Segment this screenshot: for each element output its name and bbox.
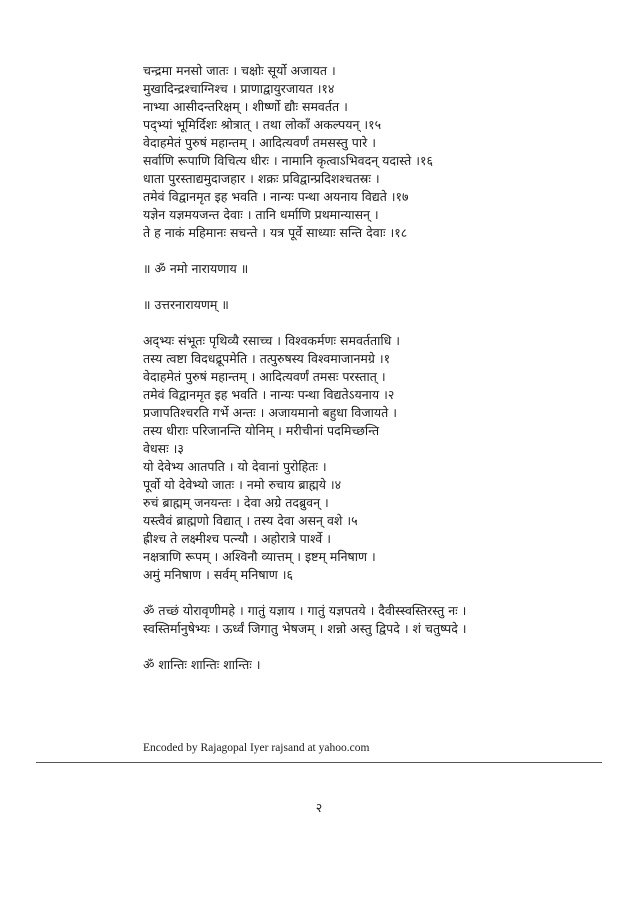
verse-block-purusha-suktam — [143, 62, 603, 242]
shanti-mantra-block — [143, 602, 603, 638]
verse-line: नक्षत्राणि रूपम् । अश्विनौ व्यात्तम् । इष्टम् मनिषाण । — [143, 549, 376, 564]
spacer — [143, 584, 603, 602]
spacer — [143, 314, 603, 332]
verse-line: अद्भ्यः संभूतः पृथिव्यै रसाच्च । विश्वकर्मणः समवर्तताधि । — [143, 333, 401, 348]
verse-line: तमेवं विद्वानमृत इह भवति । नान्यः पन्था अयनाय विद्यते ।१७ — [143, 189, 409, 204]
verse-line: रुचं ब्राह्मम् जनयन्तः । देवा अग्रे तदब्रुवन् । — [143, 495, 329, 510]
verse-line: सर्वाणि रूपाणि विचित्य धीरः । नामानि कृत्वाऽभिवदन् यदास्ते ।१६ — [143, 153, 433, 168]
spacer — [143, 278, 603, 296]
verse-line: ह्रीश्च ते लक्ष्मीश्च पत्न्यौ । अहोरात्रे पार्श्वे । — [143, 531, 331, 546]
spacer — [143, 242, 603, 260]
verse-line: चन्द्रमा मनसो जातः । चक्षोः सूर्यो अजायत । — [143, 63, 336, 78]
verse-line: तस्य धीराः परिजानन्ति योनिम् । मरीचीनां पदमिच्छन्ति — [143, 423, 380, 438]
verse-line: धाता पुरस्ताद्यमुदाजहार । शक्रः प्रविद्वान्प्रदिशश्चतस्रः । — [143, 171, 380, 186]
verse-line: नाभ्या आसीदन्तरिक्षम् । शीर्ष्णो द्यौः समवर्तत । — [143, 99, 348, 114]
verse-line: स्वस्तिर्मानुषेभ्यः । ऊर्ध्वं जिगातु भेषजम् । शन्नो अस्तु द्विपदे । शं चतुष्पदे । — [143, 621, 467, 636]
section-heading-uttaranarayanam: ॥ उत्तरनारायणम् ॥ — [143, 297, 229, 312]
verse-line: ॐ तच्छं योरावृणीमहे । गातुं यज्ञाय । गातुं यज्ञपतये । दैवीस्स्वस्तिरस्तु नः । — [143, 603, 467, 618]
verse-line: पूर्वो यो देवेभ्यो जातः । नमो रुचाय ब्राह्मये ।४ — [143, 477, 342, 492]
verse-line: मुखादिन्द्रश्चाग्निश्च । प्राणाद्वायुरजायत ।१४ — [143, 81, 335, 96]
verse-line: यस्त्वैवं ब्राह्मणो विद्यात् । तस्य देवा असन् वशे ।५ — [143, 513, 358, 528]
verse-line: अमुं मनिषाण । सर्वम् मनिषाण ।६ — [143, 567, 294, 582]
page-number: २ — [315, 800, 323, 815]
page-content — [143, 62, 603, 674]
verse-block-uttaranarayanam — [143, 332, 603, 584]
verse-line: यज्ञेन यज्ञमयजन्त देवाः । तानि धर्माणि प्रथमान्यासन् । — [143, 207, 379, 222]
verse-line: तमेवं विद्वानमृत इह भवति । नान्यः पन्था विद्यतेऽयनाय ।२ — [143, 387, 395, 402]
verse-line: ते ह नाकं महिमानः सचन्ते । यत्र पूर्वे साध्याः सन्ति देवाः ।१८ — [143, 225, 408, 240]
verse-line: यो देवेभ्य आतपति । यो देवानां पुरोहितः । — [143, 459, 327, 474]
verse-line: तस्य त्वष्टा विदधद्रूपमेति । तत्पुरुषस्य विश्वमाजानमग्रे ।१ — [143, 351, 391, 366]
section-heading-narayanaya: ॥ ॐ नमो नारायणाय ॥ — [143, 261, 249, 276]
footer-divider — [36, 762, 602, 763]
verse-line: वेदाहमेतं पुरुषं महान्तम् । आदित्यवर्णं तमसः परस्तात् । — [143, 369, 386, 384]
verse-line: वेधसः ।३ — [143, 441, 184, 456]
spacer — [143, 638, 603, 656]
shanti-line: ॐ शान्तिः शान्तिः शान्तिः । — [143, 657, 261, 672]
verse-line: वेदाहमेतं पुरुषं महान्तम् । आदित्यवर्णं तमसस्तु पारे । — [143, 135, 376, 150]
encoded-by-credit: Encoded by Rajagopal Iyer rajsand at yahoo.com — [143, 742, 370, 754]
verse-line: प्रजापतिश्चरति गर्भे अन्तः । अजायमानो बहुधा विजायते । — [143, 405, 397, 420]
verse-line: पद्भ्यां भूमिर्दिशः श्रोत्रात् । तथा लोकाँ अकल्पयन् ।१५ — [143, 117, 382, 132]
